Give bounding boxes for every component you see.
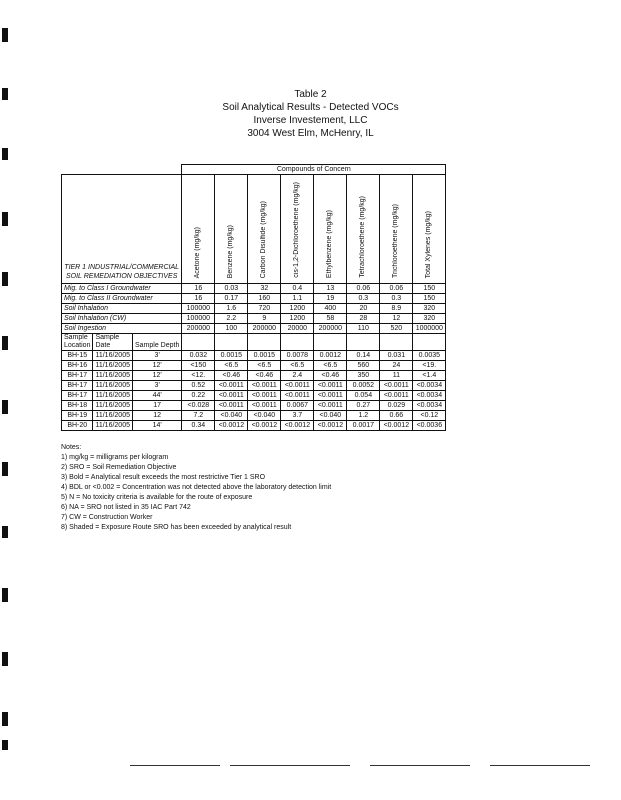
tier1-label-line2: SOIL REMEDIATION OBJECTIVES	[65, 273, 178, 280]
footer-rule	[230, 765, 350, 766]
sample-row	[62, 371, 446, 381]
sro-value-cell: 520	[380, 324, 413, 334]
result-cell: <0.0011	[281, 391, 314, 401]
sro-value-cell: 9	[248, 314, 281, 324]
result-cell: <0.0034	[413, 391, 446, 401]
scan-edge-mark	[2, 588, 8, 602]
compound-name: Total Xylenes (mg/kg)	[425, 210, 433, 278]
scan-edge-mark	[2, 336, 8, 350]
sro-value-cell: 0.17	[215, 294, 248, 304]
result-cell: 0.0012	[314, 351, 347, 361]
result-cell: 560	[347, 361, 380, 371]
sample-depth: 12'	[132, 361, 181, 371]
footer-rule	[130, 765, 220, 766]
result-cell: <6.5	[248, 361, 281, 371]
sro-value-cell: 0.4	[281, 284, 314, 294]
sro-row-label: Mig. to Class II Groundwater	[62, 294, 182, 304]
result-cell: 0.66	[380, 411, 413, 421]
result-cell: 0.0015	[215, 351, 248, 361]
note-item: 1) mg/kg = milligrams per kilogram	[61, 454, 169, 461]
result-cell: 3.7	[281, 411, 314, 421]
result-cell: <0.0011	[314, 381, 347, 391]
result-cell: <0.0034	[413, 401, 446, 411]
compounds-of-concern-header: Compounds of Concern	[182, 165, 446, 175]
sro-value-cell: 320	[413, 314, 446, 324]
result-cell: 1.2	[347, 411, 380, 421]
result-cell: <0.12	[413, 411, 446, 421]
sample-date: 11/16/2005	[93, 391, 133, 401]
sro-value-cell: 150	[413, 284, 446, 294]
sro-value-cell: 320	[413, 304, 446, 314]
result-cell: <0.46	[248, 371, 281, 381]
sro-value-cell: 32	[248, 284, 281, 294]
scan-edge-mark	[2, 400, 8, 414]
result-cell: <0.46	[314, 371, 347, 381]
result-cell: 24	[380, 361, 413, 371]
sro-value-cell: 0.3	[380, 294, 413, 304]
scan-edge-mark	[2, 462, 8, 476]
sro-value-cell: 150	[413, 294, 446, 304]
sro-value-cell: 8.9	[380, 304, 413, 314]
sample-date-header-line2: Date	[95, 342, 111, 349]
sample-row	[62, 361, 446, 371]
company-name: Inverse Investement, LLC	[253, 115, 368, 126]
note-item: 5) N = No toxicity criteria is available for the route of exposure	[61, 494, 253, 501]
scan-edge-mark	[2, 740, 8, 750]
notes-section	[61, 443, 331, 533]
tier1-label	[62, 175, 182, 284]
result-cell: <0.0036	[413, 421, 446, 431]
sro-value-cell: 16	[182, 294, 215, 304]
notes-list	[61, 453, 331, 533]
result-cell: 0.52	[182, 381, 215, 391]
sro-value-cell: 28	[347, 314, 380, 324]
compound-header-cell	[380, 175, 413, 284]
result-cell: <0.0011	[248, 391, 281, 401]
compound-name: Acetone (mg/kg)	[194, 226, 202, 278]
sample-depth-header: Sample Depth	[132, 334, 181, 351]
footer-rule	[370, 765, 470, 766]
sro-value-cell: 12	[380, 314, 413, 324]
sample-date: 11/16/2005	[93, 411, 133, 421]
tier1-label-line1: TIER 1 INDUSTRIAL/COMMERCIAL	[64, 264, 180, 271]
result-cell: <0.0012	[380, 421, 413, 431]
sample-date: 11/16/2005	[93, 361, 133, 371]
result-cell: <0.0011	[215, 391, 248, 401]
result-cell: <0.0011	[215, 401, 248, 411]
result-cell: 0.031	[380, 351, 413, 361]
sro-value-cell: 13	[314, 284, 347, 294]
result-cell: 0.34	[182, 421, 215, 431]
result-cell: <0.46	[215, 371, 248, 381]
scan-edge-mark	[2, 28, 8, 42]
result-cell: <0.0011	[248, 401, 281, 411]
compound-header-cell	[281, 175, 314, 284]
sample-row	[62, 401, 446, 411]
empty-cell	[347, 334, 380, 351]
scan-edge-mark	[2, 526, 8, 538]
result-cell: 0.27	[347, 401, 380, 411]
note-item: 3) Bold = Analytical result exceeds the most restrictive Tier 1 SRO	[61, 474, 266, 481]
result-cell: 0.0015	[248, 351, 281, 361]
scan-edge-mark	[2, 712, 8, 726]
sro-value-cell: 1.1	[281, 294, 314, 304]
table-caption: Soil Analytical Results - Detected VOCs	[222, 102, 399, 113]
empty-cell	[215, 334, 248, 351]
empty-cell	[248, 334, 281, 351]
result-cell: <0.040	[314, 411, 347, 421]
result-cell: <0.040	[248, 411, 281, 421]
note-item: 2) SRO = Soil Remediation Objective	[61, 464, 177, 471]
sample-date: 11/16/2005	[93, 381, 133, 391]
sro-value-cell: 1200	[281, 304, 314, 314]
sro-value-cell: 19	[314, 294, 347, 304]
sro-row	[62, 284, 446, 294]
result-cell: <0.0011	[380, 381, 413, 391]
sample-location: BH-17	[62, 391, 93, 401]
result-cell: 0.029	[380, 401, 413, 411]
sro-row	[62, 304, 446, 314]
sro-value-cell: 16	[182, 284, 215, 294]
sample-location: BH-18	[62, 401, 93, 411]
scan-edge-mark	[2, 652, 8, 666]
compound-header-cell	[248, 175, 281, 284]
sro-value-cell: 2.2	[215, 314, 248, 324]
note-item: 4) BDL or <0.002 = Concentration was not detected above the laboratory detection limit	[61, 484, 332, 491]
sample-location: BH-19	[62, 411, 93, 421]
compound-name: Benzene (mg/kg)	[227, 224, 235, 278]
compound-header-cell	[413, 175, 446, 284]
result-cell: <6.5	[281, 361, 314, 371]
result-cell: 7.2	[182, 411, 215, 421]
sro-value-cell: 0.06	[380, 284, 413, 294]
footer-rule	[490, 765, 590, 766]
sample-location: BH-17	[62, 381, 93, 391]
result-cell: <0.0012	[281, 421, 314, 431]
sample-depth: 17	[132, 401, 181, 411]
sro-row-label: Soil Ingestion	[62, 324, 182, 334]
result-cell: <0.0011	[281, 381, 314, 391]
result-cell: <0.0011	[248, 381, 281, 391]
sample-depth: 44'	[132, 391, 181, 401]
sro-row	[62, 324, 446, 334]
compound-name: Trichloroethene (mg/kg)	[392, 203, 400, 278]
sro-value-cell: 58	[314, 314, 347, 324]
result-cell: <0.0012	[314, 421, 347, 431]
sample-location: BH-16	[62, 361, 93, 371]
empty-cell	[413, 334, 446, 351]
sample-row	[62, 391, 446, 401]
compound-header-cell	[347, 175, 380, 284]
notes-heading: Notes:	[61, 444, 82, 451]
result-cell: <0.0034	[413, 381, 446, 391]
sample-location-header-line2: Location	[64, 342, 91, 349]
result-cell: <0.0012	[215, 421, 248, 431]
sro-value-cell: 1000000	[413, 324, 446, 334]
sample-row	[62, 411, 446, 421]
note-item: 6) NA = SRO not listed in 35 IAC Part 742	[61, 504, 191, 511]
result-cell: 0.0052	[347, 381, 380, 391]
result-cell: <19.	[413, 361, 446, 371]
sample-row	[62, 421, 446, 431]
empty-cell	[314, 334, 347, 351]
results-table	[61, 164, 446, 431]
result-cell: <1.4	[413, 371, 446, 381]
sample-location-header	[62, 334, 93, 351]
empty-cell	[281, 334, 314, 351]
sro-row	[62, 294, 446, 304]
result-cell: 0.0035	[413, 351, 446, 361]
result-cell: 0.14	[347, 351, 380, 361]
compound-header-cell	[215, 175, 248, 284]
sro-value-cell: 200000	[248, 324, 281, 334]
sample-depth: 3'	[132, 351, 181, 361]
compound-name: Ethylbenzene (mg/kg)	[326, 209, 334, 278]
sample-location: BH-15	[62, 351, 93, 361]
sample-row	[62, 381, 446, 391]
sample-depth: 12'	[132, 371, 181, 381]
result-cell: 2.4	[281, 371, 314, 381]
group-header-row	[62, 165, 446, 175]
result-cell: 0.032	[182, 351, 215, 361]
sro-value-cell: 1.6	[215, 304, 248, 314]
result-cell: <0.0011	[380, 391, 413, 401]
sro-row-label: Soil Inhalation (CW)	[62, 314, 182, 324]
sro-value-cell: 200000	[314, 324, 347, 334]
document-title	[0, 88, 621, 140]
compound-header-cell	[182, 175, 215, 284]
scan-edge-mark	[2, 212, 8, 226]
sro-value-cell: 100	[215, 324, 248, 334]
sro-value-cell: 0.03	[215, 284, 248, 294]
result-cell: 0.0078	[281, 351, 314, 361]
note-item: 7) CW = Construction Worker	[61, 514, 153, 521]
site-address: 3004 West Elm, McHenry, IL	[247, 128, 374, 139]
result-cell: 0.22	[182, 391, 215, 401]
result-cell: <6.5	[215, 361, 248, 371]
sample-location: BH-17	[62, 371, 93, 381]
sro-value-cell: 20	[347, 304, 380, 314]
sample-location: BH-20	[62, 421, 93, 431]
result-cell: <0.040	[215, 411, 248, 421]
sample-row	[62, 351, 446, 361]
result-cell: <12.	[182, 371, 215, 381]
result-cell: 0.054	[347, 391, 380, 401]
result-cell: <0.028	[182, 401, 215, 411]
table-number: Table 2	[294, 89, 327, 100]
compound-header-cell	[314, 175, 347, 284]
sro-value-cell: 160	[248, 294, 281, 304]
sample-depth: 14'	[132, 421, 181, 431]
sample-depth: 12	[132, 411, 181, 421]
sample-location-header-line1: Sample	[64, 334, 88, 341]
sample-date-header-line1: Sample	[95, 334, 120, 341]
compound-name: cis-1,2-Dichloroethene (mg/kg)	[293, 182, 301, 278]
result-cell: <0.0011	[314, 391, 347, 401]
result-cell: <150	[182, 361, 215, 371]
empty-cell	[182, 334, 215, 351]
sro-value-cell: 400	[314, 304, 347, 314]
sro-value-cell: 720	[248, 304, 281, 314]
result-cell: <6.5	[314, 361, 347, 371]
sro-row-label: Mig. to Class I Groundwater	[62, 284, 182, 294]
result-cell: 350	[347, 371, 380, 381]
sro-value-cell: 0.06	[347, 284, 380, 294]
sro-value-cell: 110	[347, 324, 380, 334]
result-cell: <0.0011	[314, 401, 347, 411]
compound-name: Tetrachloroethene (mg/kg)	[359, 196, 367, 278]
sro-value-cell: 0.3	[347, 294, 380, 304]
empty-cell	[380, 334, 413, 351]
sample-header-row	[62, 334, 446, 351]
sample-date-header	[93, 334, 133, 351]
sample-date: 11/16/2005	[93, 401, 133, 411]
sro-row-label: Soil Inhalation	[62, 304, 182, 314]
result-cell: <0.0012	[248, 421, 281, 431]
sample-depth: 3'	[132, 381, 181, 391]
result-cell: <0.0011	[215, 381, 248, 391]
scan-edge-mark	[2, 148, 8, 160]
sro-value-cell: 20000	[281, 324, 314, 334]
result-cell: 0.0067	[281, 401, 314, 411]
sro-value-cell: 100000	[182, 304, 215, 314]
sro-value-cell: 200000	[182, 324, 215, 334]
sample-date: 11/16/2005	[93, 371, 133, 381]
note-item: 8) Shaded = Exposure Route SRO has been exceeded by analytical result	[61, 524, 292, 531]
results-table-wrapper	[61, 164, 446, 431]
result-cell: 0.0017	[347, 421, 380, 431]
sro-value-cell: 100000	[182, 314, 215, 324]
sro-row	[62, 314, 446, 324]
compound-header-row	[62, 175, 446, 284]
scan-edge-mark	[2, 272, 8, 286]
result-cell: 11	[380, 371, 413, 381]
sro-value-cell: 1200	[281, 314, 314, 324]
sample-date: 11/16/2005	[93, 351, 133, 361]
compound-name: Carbon Disulfide (mg/kg)	[260, 200, 268, 278]
sample-date: 11/16/2005	[93, 421, 133, 431]
